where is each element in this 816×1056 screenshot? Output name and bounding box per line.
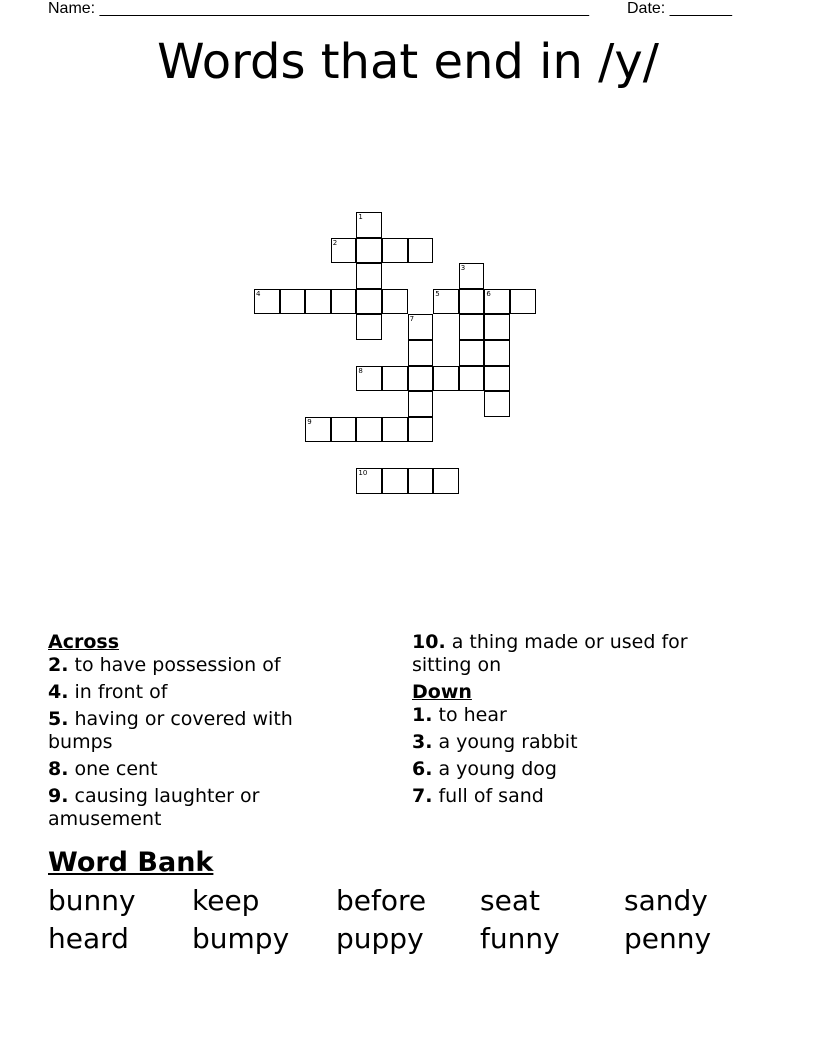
crossword-cell[interactable] (408, 391, 434, 417)
clue-item-text: causing laughter or amusement (48, 785, 260, 830)
clue-item (48, 654, 348, 677)
crossword-cell[interactable] (484, 366, 510, 392)
word-bank-word: puppy (336, 922, 424, 955)
clue-number: 8 (358, 366, 363, 375)
across-heading: Across (48, 631, 120, 653)
word-bank-word: seat (480, 884, 540, 917)
crossword-cell[interactable] (356, 468, 382, 494)
crossword-cell[interactable] (254, 289, 280, 315)
clue-number: 4 (256, 289, 261, 298)
crossword-cell[interactable] (331, 417, 357, 443)
crossword-cell[interactable] (459, 366, 485, 392)
crossword-cell[interactable] (484, 340, 510, 366)
clue-item-number: 7. (412, 785, 433, 807)
crossword-cell[interactable] (382, 238, 408, 264)
clues-left-column (48, 631, 348, 835)
word-bank-word: heard (48, 922, 129, 955)
word-bank-title: Word Bank (48, 847, 214, 878)
crossword-cell[interactable] (484, 289, 510, 315)
crossword-cell[interactable] (408, 366, 434, 392)
clue-number: 5 (435, 289, 440, 298)
crossword-cell[interactable] (408, 468, 434, 494)
clue-item-number: 8. (48, 758, 69, 780)
clue-item-text: one cent (68, 758, 158, 780)
clue-number: 3 (460, 264, 466, 273)
down-clue-list (412, 704, 732, 808)
clue-item (48, 758, 348, 781)
clue-item (48, 785, 348, 831)
clue-number: 2 (332, 238, 338, 247)
word-bank-word: bumpy (192, 922, 290, 955)
crossword-cell[interactable] (459, 263, 485, 289)
crossword-cell[interactable] (305, 417, 331, 443)
crossword-cell[interactable] (459, 340, 485, 366)
crossword-cell[interactable] (382, 289, 408, 315)
clue-item (412, 785, 732, 808)
crossword-cell[interactable] (331, 289, 357, 315)
word-bank-word: before (336, 884, 427, 917)
clue-item-number: 5. (48, 708, 69, 730)
clue-item (48, 681, 348, 704)
clue-item-text: a young dog (432, 758, 557, 780)
date-line: Date: _______ (627, 0, 732, 17)
word-bank-word: sandy (624, 884, 708, 917)
clue-number: 7 (409, 315, 415, 324)
crossword-cell[interactable] (356, 417, 382, 443)
word-bank-word: funny (480, 922, 560, 955)
crossword-cell[interactable] (408, 238, 434, 264)
clues-right-column (412, 631, 732, 812)
word-bank-word: penny (624, 922, 712, 955)
crossword-cell[interactable] (484, 314, 510, 340)
clue-item-number: 1. (412, 704, 433, 726)
word-bank-word: keep (192, 884, 260, 917)
clue-item-number: 2. (48, 654, 69, 676)
crossword-cell[interactable] (382, 468, 408, 494)
crossword-cell[interactable] (356, 238, 382, 264)
clue-item (412, 704, 732, 727)
across-clue-list-continued (412, 631, 732, 677)
clue-item-text: full of sand (432, 785, 544, 807)
crossword-cell[interactable] (356, 289, 382, 315)
crossword-cell[interactable] (356, 263, 382, 289)
crossword-cell[interactable] (280, 289, 306, 315)
crossword-cell[interactable] (408, 314, 434, 340)
clue-item-number: 10. (412, 631, 446, 653)
crossword-cell[interactable] (408, 340, 434, 366)
crossword-cell[interactable] (356, 212, 382, 238)
clue-number: 1 (358, 213, 363, 221)
clue-item-text: a thing made or used for sitting on (412, 631, 688, 676)
crossword-cell[interactable] (305, 289, 331, 315)
clue-item (412, 758, 732, 781)
clue-item-text: a young rabbit (432, 731, 578, 753)
clue-item-text: having or covered with bumps (48, 708, 293, 753)
clue-item (48, 708, 348, 754)
clue-item-number: 6. (412, 758, 433, 780)
crossword-cell[interactable] (331, 238, 357, 264)
crossword-cell[interactable] (382, 417, 408, 443)
name-line: Name: _______________________________________________________ (48, 0, 589, 17)
across-clue-list (48, 654, 348, 831)
clue-item (412, 731, 732, 754)
clue-item-text: to hear (432, 704, 507, 726)
crossword-cell[interactable] (433, 289, 459, 315)
crossword-cell[interactable] (433, 468, 459, 494)
crossword-cell[interactable] (433, 366, 459, 392)
clue-number: 9 (307, 417, 312, 426)
crossword-cell[interactable] (356, 366, 382, 392)
clue-item-text: in front of (68, 681, 168, 703)
crossword-cell[interactable] (356, 314, 382, 340)
clue-item-text: to have possession of (68, 654, 281, 676)
crossword-cell[interactable] (382, 366, 408, 392)
crossword-cell[interactable] (408, 417, 434, 443)
clue-number: 6 (486, 289, 491, 298)
clue-item (412, 631, 732, 677)
clue-item-number: 3. (412, 731, 433, 753)
clue-number: 10 (358, 469, 368, 477)
page-title: Words that end in /y/ (157, 34, 659, 90)
crossword-cell[interactable] (484, 391, 510, 417)
clue-item-number: 9. (48, 785, 69, 807)
crossword-cell[interactable] (459, 314, 485, 340)
clue-item-number: 4. (48, 681, 69, 703)
word-bank-word: bunny (48, 884, 136, 917)
down-heading: Down (412, 681, 472, 703)
crossword-cell[interactable] (510, 289, 536, 315)
crossword-cell[interactable] (459, 289, 485, 315)
